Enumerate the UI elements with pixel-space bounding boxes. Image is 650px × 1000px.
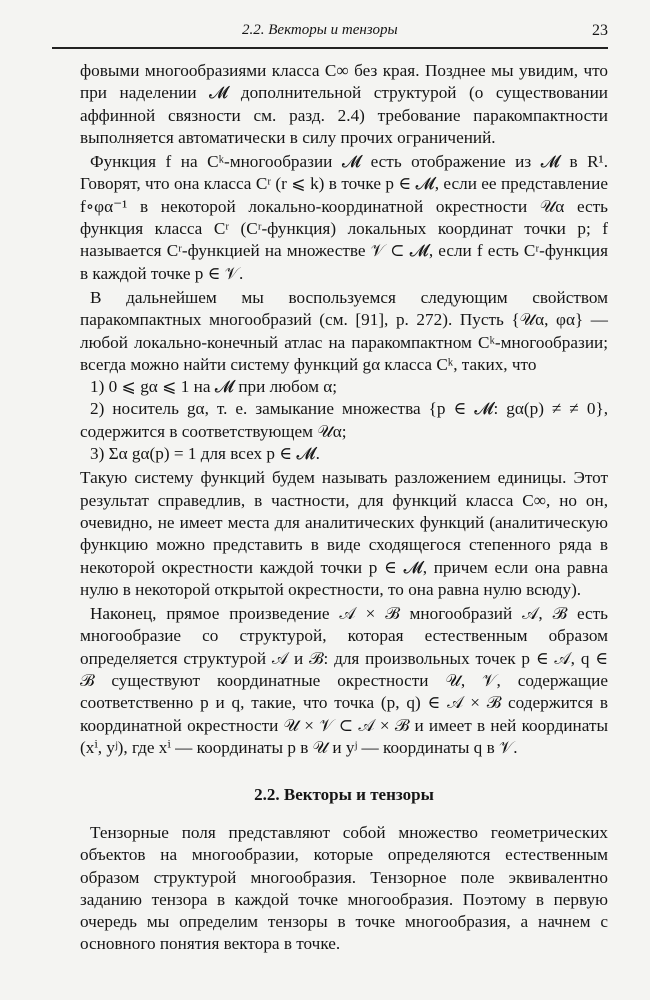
list-item: 1) 0 ⩽ gα ⩽ 1 на 𝓜 при любом α; xyxy=(90,377,338,397)
list-item: 3) Σα gα(p) = 1 для всех p ∈ 𝓜. xyxy=(90,444,320,464)
paragraph-paracompact-property: В дальнейшем мы воспользуемся следующим свойством паракомпактных многообразий (см. [91], р. 272). Пусть {𝒰α, φα} — любой локально-конечный атлас на паракомпактном Cᵏ-многообразии; всегда можно найти систему функций gα класса Cᵏ, таких, что xyxy=(80,287,608,374)
page-number: 23 xyxy=(592,22,608,39)
conditions-list xyxy=(80,376,608,465)
list-item: 2) носитель gα, т. е. замыкание множества {p ∈ 𝓜: gα(p) ≠ ≠ 0}, содержится в соответствующем 𝒰α; xyxy=(80,399,608,441)
section-body xyxy=(80,822,608,956)
paragraph-partition-of-unity: Такую систему функций будем называть разложением единицы. Этот результат справедлив, в частности, для функций класса C∞, но он, очевидно, не имеет места для аналитических функций (аналитическую функцию можно представить в виде сходящегося степенного ряда в некоторой окрестности каждой точки p ∈ 𝓜, причем если она равна нулю в некоторой открытой окрестности, то она равна нулю всюду). xyxy=(80,468,608,599)
running-title: 2.2. Векторы и тензоры xyxy=(242,22,398,38)
section-heading: 2.2. Векторы и тензоры xyxy=(254,785,434,804)
paragraph-continuation: фовыми многообразиями класса C∞ без края. Позднее мы увидим, что при наделении 𝓜 дополнительной структурой (о существовании аффинной связности см. разд. 2.4) требование паракомпактности выполняется автоматически в силу прочих ограничений. xyxy=(80,61,608,147)
paragraph-function-definition: Функция f на Cᵏ-многообразии 𝓜 есть отображение из 𝓜 в R¹. Говорят, что она класса Cʳ (r ⩽ k) в точке p ∈ 𝓜, если ее представление f∘φα⁻¹ в некоторой локально-координатной окрестности 𝒰α есть функция класса Cʳ (Cʳ-функция) локальных координат точки p; f называется Cʳ-функцией на множестве 𝒱 ⊂ 𝓜, если f есть Cʳ-функция в каждой точке p ∈ 𝒱. xyxy=(80,152,608,283)
paragraph-direct-product: Наконец, прямое произведение 𝒜 × ℬ многообразий 𝒜, ℬ есть многообразие со структурой, которая естественным образом определяется структурой 𝒜 и ℬ: для произвольных точек p ∈ 𝒜, q ∈ ℬ существуют координатные окрестности 𝒰, 𝒱, содержащие соответственно p и q, такие, что точка (p, q) ∈ 𝒜 × ℬ содержится в координатной окрестности 𝒰 × 𝒱 ⊂ 𝒜 × ℬ и имеет в ней координаты (xⁱ, yʲ), где xⁱ — координаты p в 𝒰 и yʲ — координаты q в 𝒱. xyxy=(80,604,608,757)
body-text xyxy=(80,60,608,759)
running-head xyxy=(52,22,608,44)
header-rule xyxy=(52,47,608,49)
section-paragraph: Тензорные поля представляют собой множество геометрических объектов на многообразии, которые определяются естественным образом структурой многообразия. Тензорное поле эквивалентно заданию тензора в каждой точке многообразия. Поэтому в первую очередь мы определим тензоры в точке многообразия, а начнем с основного понятия вектора в точке. xyxy=(80,823,608,954)
